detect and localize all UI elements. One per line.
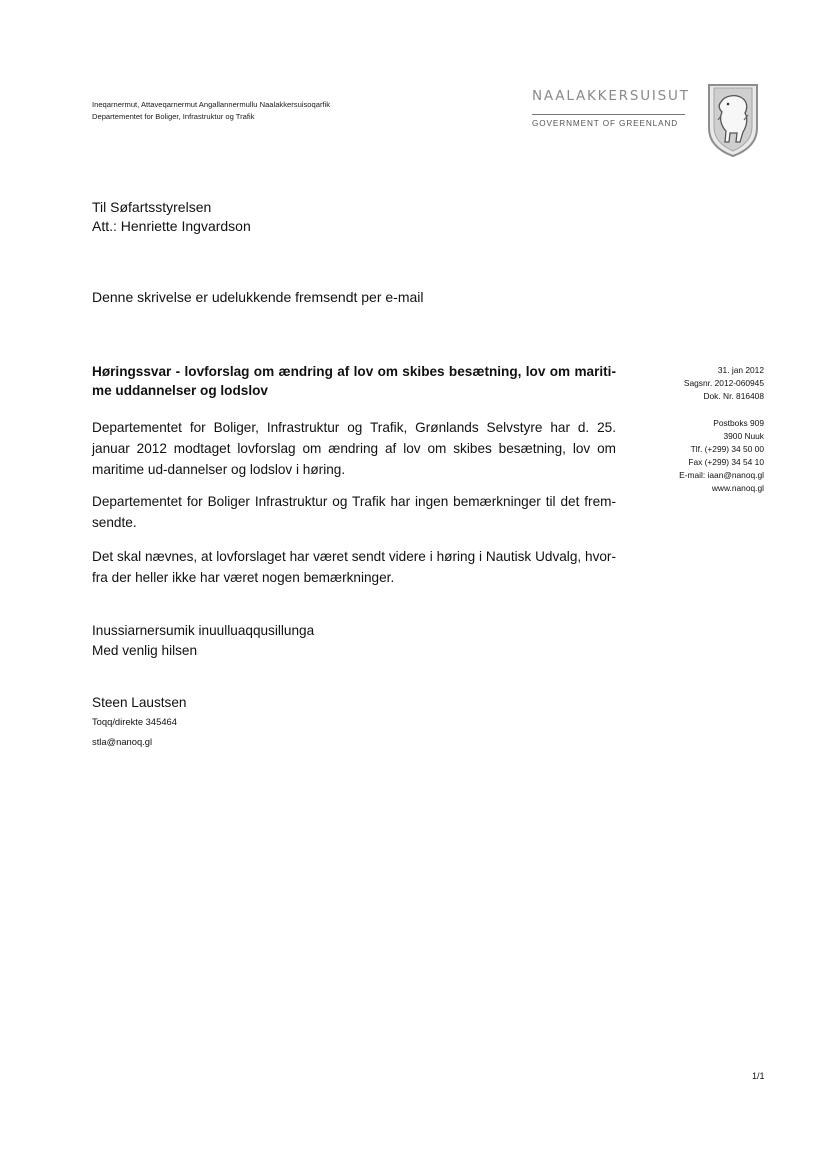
recipient-attention: Att.: Henriette Ingvardson	[92, 218, 251, 234]
signer-direct-phone: Toqq/direkte 345464	[92, 716, 177, 727]
phone-number: Tlf. (+299) 34 50 00	[690, 444, 764, 454]
recipient-block	[92, 198, 251, 236]
government-logo	[532, 88, 690, 128]
fax-number: Fax (+299) 34 54 10	[688, 457, 764, 467]
email-delivery-note: Denne skrivelse er udelukkende fremsendt per e-mail	[92, 289, 424, 305]
department-header	[92, 99, 330, 123]
body-paragraph: Departementet for Boliger Infrastruktur og Trafik har ingen bemærkninger til det frem-sendte.	[92, 494, 616, 530]
recipient-to: Til Søfartsstyrelsen	[92, 199, 212, 215]
case-number: Sagsnr. 2012-060945	[683, 378, 764, 388]
brand-name: NAALAKKERSUISUT	[532, 88, 690, 104]
contact-info	[679, 417, 764, 495]
letter-subject: Høringssvar - lovforslag om ændring af lov om skibes besætning, lov om mariti-me uddannelser og lodslov	[92, 364, 616, 398]
closing-greenlandic: Inussiarnersumik inuulluaqqusillunga	[92, 623, 315, 638]
postbox: Postboks 909	[713, 418, 764, 428]
body-paragraph: Det skal nævnes, at lovforslaget har været sendt videre i høring i Nautisk Udvalg, hvor-fra der heller ikke har været nogen bemærkninger.	[92, 549, 616, 585]
page-number: 1/1	[752, 1071, 765, 1081]
polar-bear-crest-icon	[706, 82, 760, 158]
brand-divider	[532, 114, 685, 115]
department-name-danish: Departementet for Boliger, Infrastruktur og Trafik	[92, 112, 255, 121]
brand-subtitle: GOVERNMENT OF GREENLAND	[532, 119, 679, 128]
document-number: Dok. Nr. 816408	[703, 391, 764, 401]
website: www.nanoq.gl	[711, 483, 764, 493]
reference-info	[684, 364, 764, 403]
department-name-greenlandic: Ineqarnermut, Attaveqarnermut Angallannermullu Naalakkersuisoqarfik	[92, 100, 331, 109]
closing-salutation	[92, 621, 314, 661]
letter-date: 31. jan 2012	[717, 365, 764, 375]
closing-danish: Med venlig hilsen	[92, 643, 198, 658]
signer-email: stla@nanoq.gl	[92, 736, 153, 747]
city: 3900 Nuuk	[723, 431, 764, 441]
signer-name: Steen Laustsen	[92, 695, 187, 710]
body-paragraph: Departementet for Boliger, Infrastruktur og Trafik, Grønlands Selvstyre har d. 25. januar 2012 modtaget lovforslag om ændring af lov om skibes besætning, lov om maritime ud-dannelser og lodslov i høring.	[92, 420, 616, 477]
contact-email: E-mail: iaan@nanoq.gl	[679, 470, 764, 480]
